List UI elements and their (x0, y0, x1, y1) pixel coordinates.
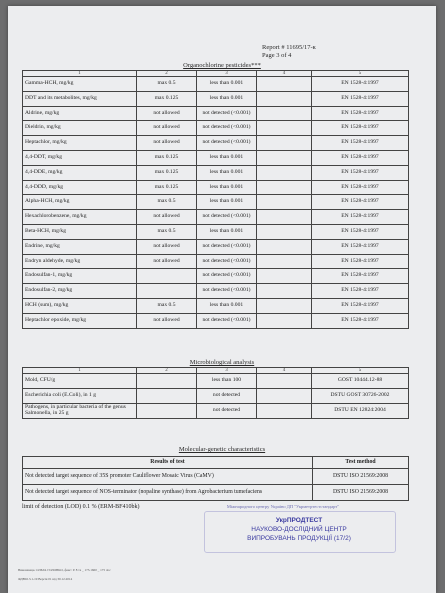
result-value: not detected (<0.001) (197, 121, 257, 136)
norm-value: not allowed (137, 210, 197, 225)
empty-cell (257, 195, 312, 210)
column-number: 2 (137, 71, 197, 77)
norm-value: not allowed (137, 106, 197, 121)
table-row (23, 485, 409, 501)
result-value: less than 100 (197, 374, 257, 389)
method-value: EN 1528-4:1997 (312, 165, 409, 180)
column-number: 4 (257, 71, 312, 77)
method-value: DSTU GOST 30726-2002 (312, 389, 409, 404)
indicator-name: Alpha-HCH, mg/kg (23, 195, 137, 210)
empty-cell (257, 298, 312, 313)
norm-value: not allowed (137, 121, 197, 136)
stamp-line: НАУКОВО-ДОСЛІДНИЙ ЦЕНТР (251, 526, 347, 533)
method-value: EN 1528-4:1997 (312, 91, 409, 106)
table-row (23, 195, 409, 210)
stamp-small-text: Міжнародного центру Україно ДП "Укрметртестстандарт" (226, 504, 340, 509)
table-row (23, 165, 409, 180)
method-value: EN 1528-4:1997 (312, 313, 409, 328)
method-value: EN 1528-4:1997 (312, 269, 409, 284)
norm-value: not allowed (137, 239, 197, 254)
page-number: Page 3 of 4 (262, 51, 292, 59)
column-number: 1 (23, 368, 137, 374)
norm-value: not allowed (137, 136, 197, 151)
result-value: not detected (197, 389, 257, 404)
table-row (23, 224, 409, 239)
norm-value: not allowed (137, 254, 197, 269)
method-value: EN 1528-4:1997 (312, 254, 409, 269)
norm-value: max 0.125 (137, 180, 197, 195)
indicator-name: Endosulfan-1, mg/kg (23, 269, 137, 284)
table-row (23, 469, 409, 485)
table-row (23, 91, 409, 106)
result-value: not detected (<0.001) (197, 254, 257, 269)
report-header (262, 44, 316, 59)
empty-cell (257, 150, 312, 165)
empty-cell (257, 121, 312, 136)
table-row (23, 210, 409, 225)
table-row (23, 180, 409, 195)
method-value: EN 1528-4:1997 (312, 298, 409, 313)
empty-cell (257, 389, 312, 404)
method-value: EN 1528-4:1997 (312, 180, 409, 195)
method-value: EN 1528-4:1997 (312, 195, 409, 210)
method-value: EN 1528-4:1997 (312, 239, 409, 254)
norm-value (137, 269, 197, 284)
norm-value: not allowed (137, 313, 197, 328)
norm-value: max 0.125 (137, 91, 197, 106)
column-number: 1 (23, 71, 137, 77)
empty-cell (257, 136, 312, 151)
result-value: not detected (197, 404, 257, 419)
indicator-name: Beta-HCH, mg/kg (23, 224, 137, 239)
lod-note: limit of detection (LOD) 0.1 % (ERM-BF410bk) (22, 504, 140, 510)
table-row (23, 284, 409, 299)
result-value: Not detected target sequence of NOS-terminator (nopaline synthase) from Agrobacterium tumefaciens (23, 485, 313, 501)
footer-line: ФДВ02.3.1-19 Версія 01 від 30.12.2014 (18, 577, 73, 581)
result-value: not detected (<0.001) (197, 210, 257, 225)
table-row (23, 389, 409, 404)
table-row (23, 106, 409, 121)
column-number: 5 (312, 368, 409, 374)
empty-cell (257, 269, 312, 284)
indicator-name: Heptachlor epoxide, mg/kg (23, 313, 137, 328)
result-value: less than 0.001 (197, 91, 257, 106)
empty-cell (257, 374, 312, 389)
indicator-name: Pathogens, in particular bacteria of the genus Salmonella, in 25 g (23, 404, 137, 419)
method-value: EN 1528-4:1997 (312, 224, 409, 239)
molecular-table (22, 456, 409, 501)
empty-cell (257, 254, 312, 269)
norm-value: max 0.5 (137, 77, 197, 92)
indicator-name: Gamma-HCH, mg/kg (23, 77, 137, 92)
table-row (23, 298, 409, 313)
indicator-name: Aldrine, mg/kg (23, 106, 137, 121)
method-value: EN 1528-4:1997 (312, 136, 409, 151)
result-value: not detected (<0.001) (197, 313, 257, 328)
indicator-name: Endrine, mg/kg (23, 239, 137, 254)
column-number: 5 (312, 71, 409, 77)
footer-line: Виконавець: ОЛЬГА ГОЛОВКО, факс: Р. 8 та _ 173.1660 _ 175 doc (18, 568, 111, 572)
indicator-name: HCH (sum), mg/kg (23, 298, 137, 313)
section-title-pesticides: Organochlorine pesticides*** (183, 62, 261, 69)
norm-value (137, 374, 197, 389)
indicator-name: Hexachlorobenzene, mg/kg (23, 210, 137, 225)
method-value: EN 1528-4:1997 (312, 106, 409, 121)
indicator-name: 4,4-DDE, mg/kg (23, 165, 137, 180)
method-value: EN 1528-4:1997 (312, 121, 409, 136)
table-row (23, 121, 409, 136)
method-value: DSTU ISO 21569:2008 (313, 469, 409, 485)
empty-cell (257, 180, 312, 195)
method-value: DSTU EN 12824:2004 (312, 404, 409, 419)
table-row (23, 254, 409, 269)
result-value: not detected (<0.001) (197, 269, 257, 284)
stamp-line: УкрПРОДТЕСТ (275, 517, 323, 524)
empty-cell (257, 91, 312, 106)
table-row (23, 313, 409, 328)
norm-value (137, 389, 197, 404)
indicator-name: Endryn aldehyde, mg/kg (23, 254, 137, 269)
method-value: GOST 10444.12-88 (312, 374, 409, 389)
indicator-name: Mold, CFU/g (23, 374, 137, 389)
result-value: not detected (<0.001) (197, 106, 257, 121)
result-value: not detected (<0.001) (197, 136, 257, 151)
empty-cell (257, 284, 312, 299)
stamp-line: ВИПРОБУВАНЬ ПРОДУКЦІЇ (17/2) (247, 535, 351, 542)
column-number: 3 (197, 368, 257, 374)
empty-cell (257, 313, 312, 328)
column-number: 3 (197, 71, 257, 77)
indicator-name: DDT and its metabolites, mg/kg (23, 91, 137, 106)
empty-cell (257, 106, 312, 121)
result-value: less than 0.001 (197, 150, 257, 165)
section-title-molecular: Molecular-genetic characteristics (178, 446, 266, 453)
document-page (8, 6, 436, 593)
result-value: less than 0.001 (197, 224, 257, 239)
result-value: not detected (<0.001) (197, 239, 257, 254)
norm-value: max 0.5 (137, 224, 197, 239)
column-number: 2 (137, 368, 197, 374)
pesticides-table (22, 70, 409, 329)
header-results: Results of test (23, 457, 313, 469)
report-number: Report # 11695/17-к (262, 44, 316, 51)
result-value: less than 0.001 (197, 298, 257, 313)
empty-cell (257, 165, 312, 180)
indicator-name: Escherichia coli (E.Coli), in 1 g (23, 389, 137, 404)
table-row (23, 136, 409, 151)
indicator-name: Heptachlor, mg/kg (23, 136, 137, 151)
norm-value: max 0.125 (137, 165, 197, 180)
result-value: less than 0.001 (197, 180, 257, 195)
result-value: less than 0.001 (197, 77, 257, 92)
table-header-row (23, 457, 409, 469)
norm-value (137, 284, 197, 299)
norm-value: max 0.5 (137, 298, 197, 313)
indicator-name: Endosulfan-2, mg/kg (23, 284, 137, 299)
table-row (23, 404, 409, 419)
empty-cell (257, 224, 312, 239)
indicator-name: 4,4-DDD, mg/kg (23, 180, 137, 195)
table-row (23, 374, 409, 389)
norm-value: max 0.125 (137, 150, 197, 165)
norm-value: max 0.5 (137, 195, 197, 210)
method-value: EN 1528-4:1997 (312, 284, 409, 299)
empty-cell (257, 210, 312, 225)
norm-value (137, 404, 197, 419)
method-value: DSTU ISO 21569:2008 (313, 485, 409, 501)
header-method: Test method (313, 457, 409, 469)
section-title-microbiological: Microbiological analysis (189, 359, 255, 366)
result-value: Not detected target sequence of 35S promoter Cauliflower Mosaic Virus (CaMV) (23, 469, 313, 485)
result-value: less than 0.001 (197, 165, 257, 180)
microbiological-table (22, 367, 409, 419)
result-value: less than 0.001 (197, 195, 257, 210)
method-value: EN 1528-4:1997 (312, 150, 409, 165)
table-row (23, 239, 409, 254)
result-value: not detected (<0.001) (197, 284, 257, 299)
empty-cell (257, 404, 312, 419)
method-value: EN 1528-4:1997 (312, 210, 409, 225)
organization-stamp (204, 516, 394, 543)
table-row (23, 77, 409, 92)
table-row (23, 150, 409, 165)
column-number: 4 (257, 368, 312, 374)
table-row (23, 269, 409, 284)
method-value: EN 1528-4:1997 (312, 77, 409, 92)
indicator-name: 4,4-DDT, mg/kg (23, 150, 137, 165)
empty-cell (257, 239, 312, 254)
empty-cell (257, 77, 312, 92)
indicator-name: Dieldrin, mg/kg (23, 121, 137, 136)
